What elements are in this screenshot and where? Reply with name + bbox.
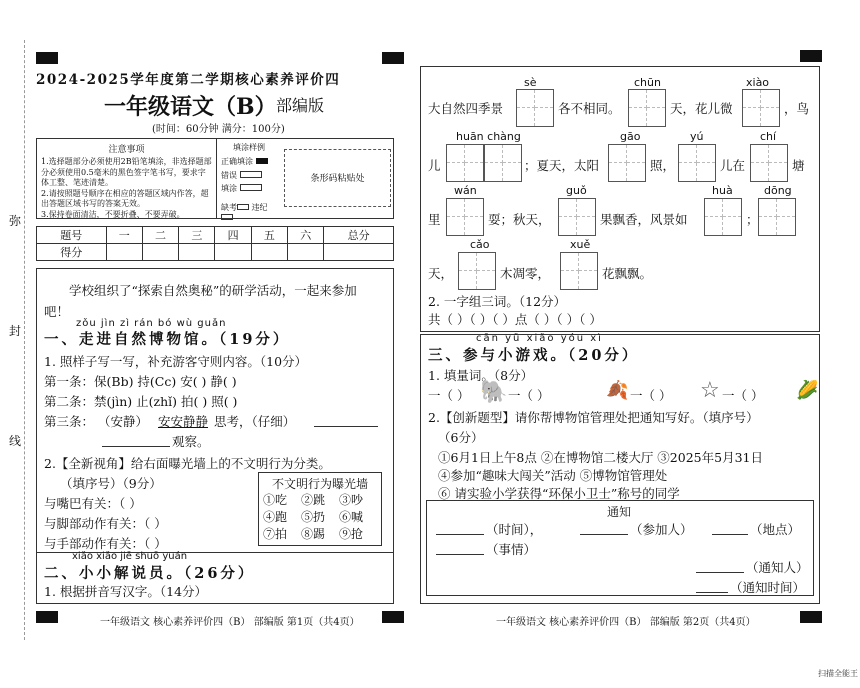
wall-item: ⑨抢 <box>339 527 364 541</box>
passage-text: ，鸟 <box>784 101 810 116</box>
score-input[interactable] <box>251 244 287 261</box>
registration-mark <box>800 50 822 62</box>
watermark: 扫描全能王 <box>818 669 858 678</box>
star-icon: ☆ <box>700 378 720 403</box>
barcode-area: 条形码粘贴处 <box>284 149 391 207</box>
question: 2. 一字组三词。（12分） <box>428 294 567 309</box>
score-table <box>36 226 394 261</box>
registration-mark <box>36 611 58 623</box>
measure-word-blank[interactable]: 一（ ） <box>428 388 470 403</box>
question: 2.【创新题型】请你帮博物馆管理处把通知写好。（填序号） <box>428 410 759 425</box>
passage-text: 木凋零， <box>500 266 551 281</box>
exam-info-box <box>36 138 394 219</box>
pinyin: chí <box>760 130 777 143</box>
answer-blank[interactable] <box>712 534 748 535</box>
score-header-row <box>37 227 394 244</box>
wall-item: ⑥喊 <box>339 510 364 524</box>
form-label: （参加人） <box>630 522 693 537</box>
notice-item: 1.选择题部分必须使用2B铅笔填涂，非选择题部分必须使用0.5毫米的黑色签字笔书写，要求字体工整、笔迹清楚。 <box>41 157 212 187</box>
side-label: 弥 <box>9 214 22 228</box>
notice-form-title: 通知 <box>607 505 632 519</box>
tianzige-box[interactable] <box>608 144 646 182</box>
score-cell: 三 <box>179 227 215 244</box>
score-input[interactable] <box>288 244 324 261</box>
registration-mark <box>36 52 58 64</box>
pinyin: guǒ <box>566 184 587 197</box>
answer-example: 安安静静 <box>158 414 209 429</box>
passage-text: ；夏天，太阳 <box>524 158 600 173</box>
score-cell: 总分 <box>324 227 394 244</box>
passage-text: 花飘飘。 <box>602 266 653 281</box>
sample-correct: 正确填涂 <box>218 153 280 170</box>
subject-title: 一年级语文（B） <box>104 94 277 120</box>
question-sub: （填序号）（9分） <box>60 476 162 491</box>
wall-item: ③吵 <box>339 493 364 507</box>
pinyin: xuě <box>570 238 591 251</box>
section-heading: 二、小小解说员。（26分） <box>44 565 256 582</box>
tianzige-box[interactable] <box>750 144 788 182</box>
form-label: （事情） <box>486 542 537 557</box>
pinyin-hint: xiǎo xiǎo jiě shuō yuán <box>72 551 188 562</box>
leaf-icon: 🍂 <box>606 380 629 401</box>
tianzige-box[interactable] <box>628 89 666 127</box>
sample-panel <box>218 139 280 219</box>
sample-wrong2: 填涂 <box>218 181 280 196</box>
pinyin: huà <box>712 184 733 197</box>
form-label: （通知时间） <box>730 580 806 595</box>
wall-item: ⑦拍 <box>263 527 288 541</box>
wall-item: ⑤扔 <box>301 510 326 524</box>
passage-text: 果飘香，风景如 <box>600 212 688 227</box>
score-input[interactable] <box>142 244 178 261</box>
question: 1. 填量词。（8分） <box>428 368 534 383</box>
answer-row-label: 第三条： <box>44 414 95 429</box>
classify-row[interactable]: 与脚部动作有关：（ ） <box>44 516 167 531</box>
pinyin: wán <box>454 184 477 197</box>
registration-mark <box>382 52 404 64</box>
tianzige-box[interactable] <box>458 252 496 290</box>
tianzige-box[interactable] <box>678 144 716 182</box>
passage-text: 照， <box>650 158 676 173</box>
question-sub: （6分） <box>438 430 484 445</box>
question: 2.【全新视角】给右面曝光墙上的不文明行为分类。 <box>44 456 331 471</box>
tianzige-box[interactable] <box>742 89 780 127</box>
wall-item: ②跳 <box>301 493 326 507</box>
tianzige-box[interactable] <box>558 198 596 236</box>
wall-item: ⑧踢 <box>301 527 326 541</box>
score-cell: 二 <box>142 227 178 244</box>
form-label: （通知人） <box>746 560 809 575</box>
section-heading: 三、参与小游戏。（20分） <box>428 347 640 364</box>
passage-text: 各不相同。 <box>558 101 621 116</box>
score-cell: 四 <box>215 227 251 244</box>
score-cell: 六 <box>288 227 324 244</box>
answer-blank[interactable] <box>580 534 628 535</box>
measure-word-blank[interactable]: 一（ ） <box>508 388 550 403</box>
option-row: ①6月1日上午8点 ②在博物馆二楼大厅 ③2025年5月31日 <box>438 450 763 465</box>
classify-row[interactable]: 与嘴巴有关：（ ） <box>44 496 142 511</box>
answer-blank[interactable] <box>314 426 378 427</box>
pinyin: xiào <box>746 76 770 89</box>
tianzige-box[interactable] <box>758 198 796 236</box>
notice-title: 注意事项 <box>108 145 145 155</box>
answer-row[interactable]: 第一条：保(Bb) 持(Cc) 安( ) 静( ) <box>44 374 237 389</box>
binding-line <box>24 40 25 640</box>
passage-text: ； <box>746 212 759 227</box>
score-input[interactable] <box>106 244 142 261</box>
exposure-wall <box>258 472 382 546</box>
notice-items <box>37 155 216 222</box>
passage-text: 塘 <box>792 158 805 173</box>
corn-icon: 🌽 <box>796 380 819 401</box>
score-cell: 题号 <box>37 227 107 244</box>
answer-blank[interactable] <box>102 446 170 447</box>
pinyin: chūn <box>634 76 661 89</box>
answer-example: （安静） <box>98 414 149 429</box>
notice-item: 3.保持卷面清洁，不要折叠、不要弄破。 <box>41 209 185 219</box>
measure-word-blank[interactable]: 一（ ） <box>722 388 764 403</box>
registration-mark <box>382 611 404 623</box>
passage-text: 儿在 <box>720 158 746 173</box>
form-label: （地点） <box>750 522 801 537</box>
form-label: （时间）， <box>486 522 543 537</box>
wall-items <box>259 492 381 543</box>
registration-mark <box>800 611 822 623</box>
question: 1. 根据拼音写汉字。（14分） <box>44 584 208 599</box>
sample-status: 缺考 违纪 <box>218 196 280 228</box>
pinyin: huān chàng <box>456 130 521 143</box>
passage-text: 儿 <box>428 158 441 173</box>
question: 1. 照样子写一写，补充游客守则内容。（10分） <box>44 354 308 369</box>
score-row <box>37 244 394 261</box>
answer-blank[interactable] <box>696 592 728 593</box>
option-row: ④参加“趣味大闯关”活动 ⑤博物馆管理处 <box>438 468 668 483</box>
score-cell: 五 <box>251 227 287 244</box>
score-cell: 一 <box>106 227 142 244</box>
score-input[interactable] <box>324 244 394 261</box>
wall-title: 不文明行为曝光墙 <box>271 477 368 491</box>
answer-blank[interactable] <box>436 554 484 555</box>
tianzige-box[interactable] <box>484 144 522 182</box>
answer-blank[interactable] <box>696 572 744 573</box>
passage-text: 里 <box>428 212 441 227</box>
tianzige-box[interactable] <box>446 198 484 236</box>
answer-row: 观察。 <box>172 434 210 449</box>
page-footer: 一年级语文 核心素养评价四（B） 部编版 第2页（共4页） <box>496 617 756 628</box>
option-row: ⑥ 请实验小学获得“环保小卫士”称号的同学 <box>438 486 680 501</box>
intro-text: 学校组织了“探索自然奥秘”的研学活动，一起来参加吧！ <box>44 283 357 319</box>
time-info: (时间：60分钟 满分：100分) <box>152 124 285 135</box>
passage-text: 天，花儿微 <box>670 101 733 116</box>
pinyin-hint: cān yǔ xiǎo yóu xì <box>476 333 603 344</box>
passage-text: 天， <box>428 266 454 281</box>
wall-item: ④跑 <box>263 510 288 524</box>
tianzige-box[interactable] <box>704 198 742 236</box>
notice-panel <box>37 139 217 219</box>
pinyin: sè <box>524 76 537 89</box>
pinyin-hint: zǒu jìn zì rán bó wù guǎn <box>76 318 227 329</box>
notice-item: 2.请按照题号顺序在相应的答题区域内作答，超出答题区域书写的答案无效。 <box>41 188 209 208</box>
answer-row[interactable]: 第二条：禁(jìn) 止(zhǐ) 拍( ) 照( ) <box>44 394 238 409</box>
tianzige-box[interactable] <box>446 144 484 182</box>
passage-text: 耍；秋天， <box>488 212 551 227</box>
side-label: 线 <box>9 434 22 448</box>
pinyin: yú <box>690 130 704 143</box>
page-footer: 一年级语文 核心素养评价四（B） 部编版 第1页（共4页） <box>100 617 360 628</box>
sample-title: 填涂样例 <box>233 143 265 152</box>
classify-row[interactable]: 与手部动作有关：（ ） <box>44 536 167 551</box>
sample-wrong: 错误 <box>218 170 280 181</box>
passage-text: 大自然四季景 <box>428 101 504 116</box>
score-cell: 得分 <box>37 244 107 261</box>
measure-word-blank[interactable]: 一（ ） <box>630 388 672 403</box>
pinyin: dōng <box>764 184 792 197</box>
elephant-icon: 🐘 <box>480 380 508 405</box>
score-input[interactable] <box>215 244 251 261</box>
pinyin: gāo <box>620 130 641 143</box>
answer-row: 思考，（仔细） <box>214 414 296 429</box>
side-label: 封 <box>9 324 22 338</box>
wall-item: ①吃 <box>263 493 288 507</box>
score-input[interactable] <box>179 244 215 261</box>
tianzige-box[interactable] <box>516 89 554 127</box>
word-group-row[interactable]: 共（ ）（ ）（ ）点（ ）（ ）（ ） <box>428 312 602 327</box>
answer-blank[interactable] <box>436 534 484 535</box>
exam-title: 2024-2025学年度第二学期核心素养评价四 <box>36 72 341 88</box>
tianzige-box[interactable] <box>560 252 598 290</box>
section-heading: 一、走进自然博物馆。（19分） <box>44 331 291 348</box>
edition: 部编版 <box>276 96 325 115</box>
pinyin: cǎo <box>470 238 490 251</box>
